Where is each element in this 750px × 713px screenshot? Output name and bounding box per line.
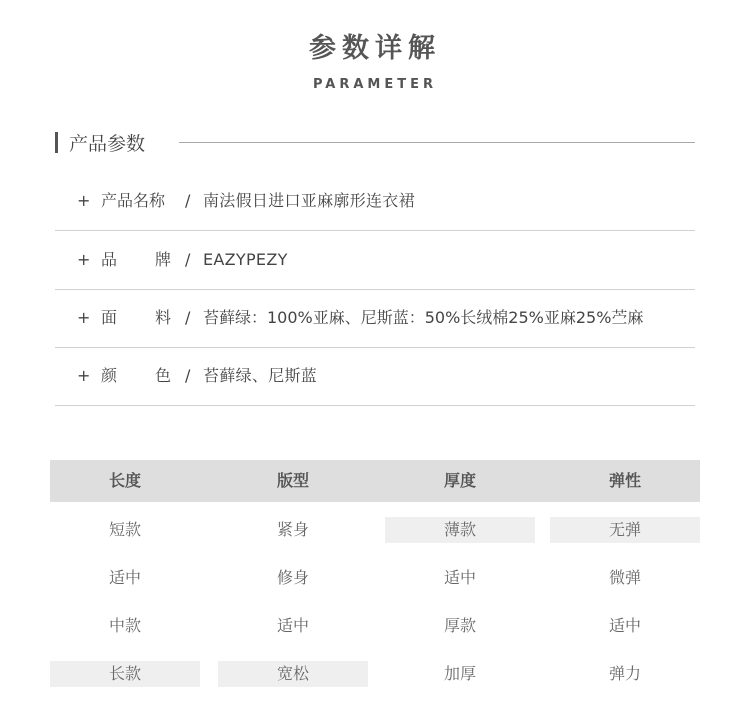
param-label-char: 面 xyxy=(101,308,118,327)
section-title: 产品参数 xyxy=(69,133,146,155)
table-cell: 修身 xyxy=(276,568,309,587)
table-cell: 薄款 xyxy=(385,517,535,543)
table-cell: 短款 xyxy=(108,520,141,539)
plus-icon: + xyxy=(77,308,91,327)
table-cell: 中款 xyxy=(108,616,141,635)
param-label-char: 牌 xyxy=(154,250,171,269)
param-label-char: 料 xyxy=(154,308,171,327)
table-cell: 适中 xyxy=(108,568,141,587)
param-label-char: 颜 xyxy=(101,366,118,385)
param-row-name xyxy=(55,172,695,231)
param-label: 产品名称 xyxy=(101,191,166,210)
param-separator: / xyxy=(185,366,191,385)
param-label xyxy=(101,289,171,347)
table-cell: 微弹 xyxy=(608,568,641,587)
section-divider xyxy=(179,142,695,143)
table-cell: 无弹 xyxy=(550,517,700,543)
table-cell: 宽松 xyxy=(218,661,368,687)
table-cell: 加厚 xyxy=(443,664,476,683)
header-elasticity: 弹性 xyxy=(608,471,641,490)
table-cell: 适中 xyxy=(276,616,309,635)
table-cell: 适中 xyxy=(443,568,476,587)
param-row-color xyxy=(55,347,695,406)
param-label xyxy=(101,231,171,289)
table-cell: 长款 xyxy=(50,661,200,687)
plus-icon: + xyxy=(77,366,91,385)
page-subtitle: PARAMETER xyxy=(312,77,438,92)
header-thickness: 厚度 xyxy=(443,471,476,490)
param-separator: / xyxy=(185,250,191,269)
spec-table-header xyxy=(50,460,700,502)
section-header xyxy=(55,129,695,155)
header-length: 长度 xyxy=(108,471,141,490)
table-cell: 厚款 xyxy=(443,616,476,635)
param-label xyxy=(101,347,171,405)
param-value: 苔藓绿：100%亚麻、尼斯蓝：50%长绒棉25%亚麻25%苎麻 xyxy=(203,308,644,327)
param-row-brand xyxy=(55,231,695,290)
plus-icon: + xyxy=(77,191,91,210)
table-cell: 弹力 xyxy=(608,664,641,683)
param-value: 南法假日进口亚麻廓形连衣裙 xyxy=(203,191,415,210)
param-row-fabric xyxy=(55,289,695,348)
param-separator: / xyxy=(185,191,191,210)
param-value: 苔藓绿、尼斯蓝 xyxy=(203,366,318,385)
param-separator: / xyxy=(185,308,191,327)
section-accent-bar xyxy=(55,132,58,153)
table-cell: 适中 xyxy=(608,616,641,635)
page-title: 参数详解 xyxy=(309,33,441,64)
param-label-char: 品 xyxy=(101,250,118,269)
table-cell: 紧身 xyxy=(276,520,309,539)
param-label-char: 色 xyxy=(154,366,171,385)
header-fit: 版型 xyxy=(276,471,309,490)
param-value: EAZYPEZY xyxy=(203,250,288,269)
plus-icon: + xyxy=(77,250,91,269)
